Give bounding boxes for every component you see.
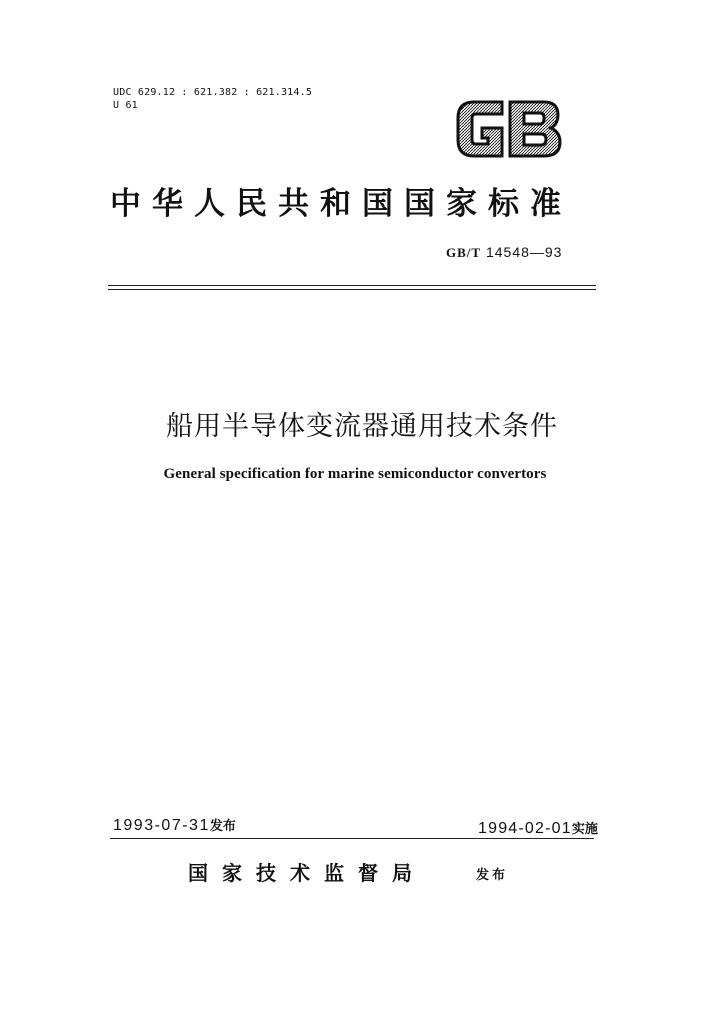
header-divider-thin [108, 289, 596, 290]
udc-code: UDC 629.12 : 621.382 : 621.314.5 [113, 87, 313, 98]
issue-label: 发布 [209, 819, 236, 834]
classification-block [113, 86, 312, 112]
footer-divider [110, 838, 594, 839]
issue-date: 1993-07-31 [113, 817, 210, 834]
document-title-zh: 船用半导体变流器通用技术条件 [166, 411, 558, 442]
standard-number [446, 244, 562, 261]
issue-date-block [113, 815, 236, 835]
national-standard-header: 中华人民共和国国家标准 [110, 186, 572, 222]
header-divider [108, 285, 596, 286]
implementation-label: 实施 [571, 822, 598, 837]
standard-code: 14548—93 [485, 244, 563, 260]
issuing-action: 发布 [476, 868, 509, 883]
implementation-date-block [478, 818, 598, 838]
issuing-authority: 国家技术监督局 [188, 861, 426, 885]
gb-standard-logo-icon [452, 98, 564, 160]
implementation-date: 1994-02-01 [478, 820, 572, 837]
standard-prefix: GB/T [446, 245, 482, 260]
document-title-en: General specification for marine semiconductor convertors [163, 466, 547, 482]
ccs-code: U 61 [113, 100, 138, 111]
